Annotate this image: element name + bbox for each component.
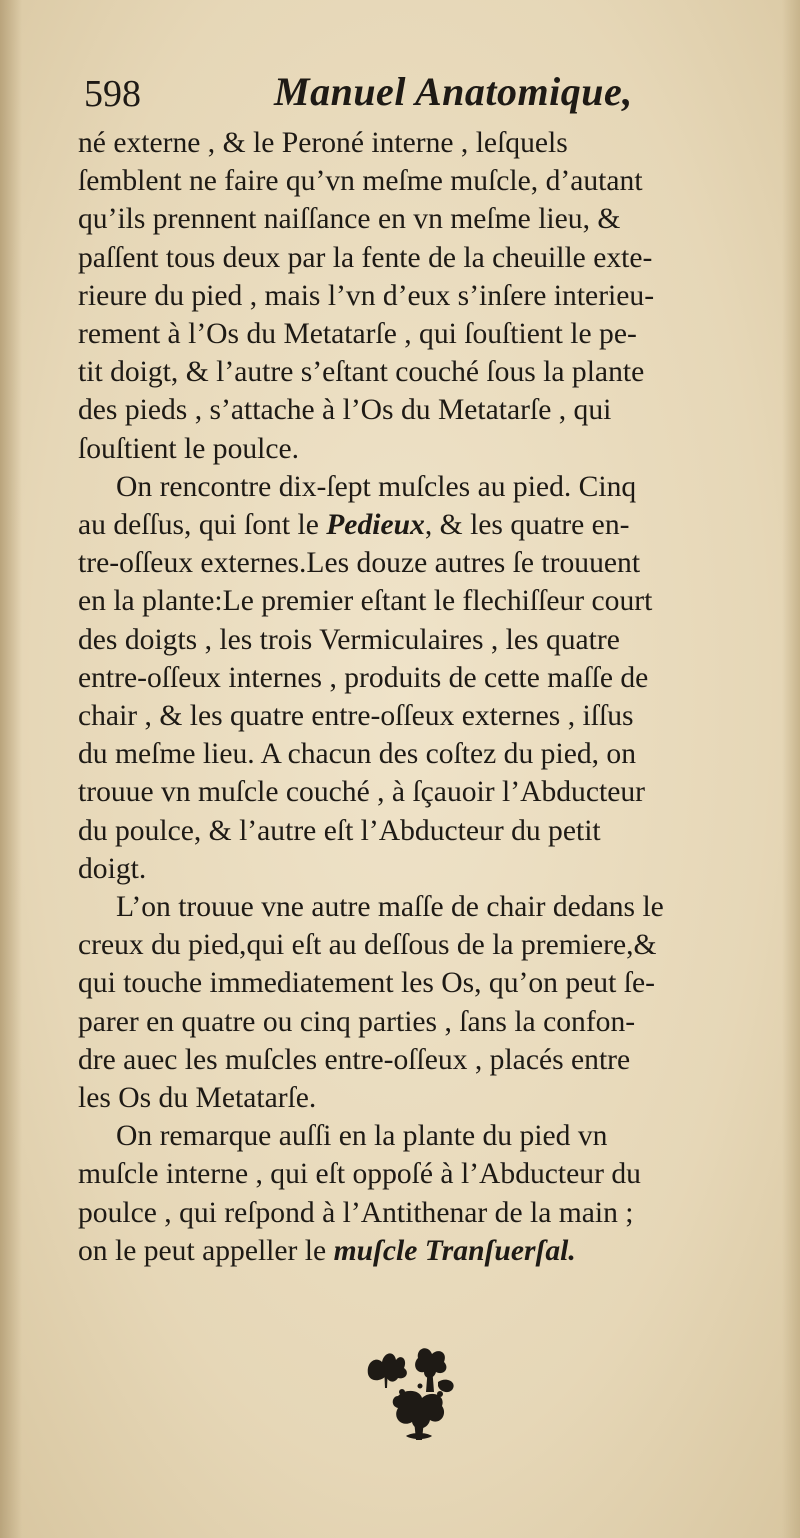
paragraph-3 — [78, 888, 754, 1117]
page-edge-right — [782, 0, 800, 1538]
text-run: au deſſus, qui ſont le — [78, 509, 319, 542]
page-edge-left — [0, 0, 22, 1538]
paragraph-2 — [78, 468, 754, 888]
text-line: né externe , & le Peroné interne , leſquels — [78, 127, 568, 159]
text-line — [78, 506, 754, 544]
text-line: qui touche immediatement les Os, qu’on peut ſe- — [78, 967, 655, 1000]
text-line: qu’ils prennent naiſſance en vn meſme lieu, & — [78, 203, 621, 236]
text-line: On remarque auſſi en la plante du pied vn — [116, 1120, 608, 1153]
text-line: en la plante:Le premier eſtant le flechiſſeur court — [78, 585, 653, 618]
text-line: dre auec les muſcles entre-oſſeux , placés entre — [78, 1043, 631, 1076]
text-line: creux du pied,qui eſt au deſſous de la premiere,& — [78, 929, 657, 962]
page-number: 598 — [84, 73, 141, 115]
text-line: parer en quatre ou cinq parties , ſans la confon- — [78, 1005, 636, 1038]
text-line: tre-oſſeux externes.Les douze autres ſe trouuent — [78, 547, 641, 580]
text-line: rieure du pied , mais l’vn d’eux s’inſere interieu- — [78, 279, 655, 312]
paragraph-1 — [78, 124, 754, 468]
italic-term: muſcle Tranſuerſal. — [333, 1234, 576, 1267]
text-line: du meſme lieu. A chacun des coſtez du pied, on — [78, 738, 637, 771]
running-title: Manuel Anatomique, — [274, 69, 633, 114]
italic-term: Pedieux — [326, 509, 425, 542]
body-text — [78, 124, 754, 1270]
text-line: chair , & les quatre entre-oſſeux externes , iſſus — [78, 700, 634, 733]
text-line: des doigts , les trois Vermiculaires , les quatre — [78, 623, 620, 656]
text-line: les Os du Metatarſe. — [78, 1082, 317, 1115]
text-run: , & les quatre en- — [424, 509, 630, 542]
text-line: tit doigt, & l’autre s’eſtant couché ſous la plante — [78, 356, 645, 389]
text-line: trouue vn muſcle couché , à ſçauoir l’Abducteur — [78, 776, 645, 809]
text-line: ſouſtient le poulce. — [78, 432, 300, 465]
text-line — [78, 1232, 754, 1270]
text-line: entre-oſſeux internes , produits de cette maſſe de — [78, 661, 649, 694]
text-line: des pieds , s’attache à l’Os du Metatarſe , qui — [78, 394, 612, 427]
text-line: ſemblent ne faire qu’vn meſme muſcle, d’autant — [78, 165, 643, 198]
text-line: poulce , qui reſpond à l’Antithenar de la main ; — [78, 1196, 634, 1229]
text-line: L’on trouue vne autre maſſe de chair dedans le — [116, 891, 664, 924]
text-line: muſcle interne , qui eſt oppoſé à l’Abducteur du — [78, 1158, 641, 1191]
fleuron-ornament-icon — [354, 1336, 494, 1456]
text-line: rement à l’Os du Metatarſe , qui ſouſtient le pe- — [78, 318, 637, 351]
text-line: doigt. — [78, 852, 147, 885]
text-line: On rencontre dix-ſept muſcles au pied. Cinq — [116, 470, 637, 503]
text-line: du poulce, & l’autre eſt l’Abducteur du petit — [78, 814, 601, 847]
paragraph-4 — [78, 1117, 754, 1270]
text-run: on le peut appeller le — [78, 1234, 327, 1267]
page-header — [84, 68, 684, 128]
text-line: paſſent tous deux par la fente de la cheuille exte- — [78, 241, 653, 274]
